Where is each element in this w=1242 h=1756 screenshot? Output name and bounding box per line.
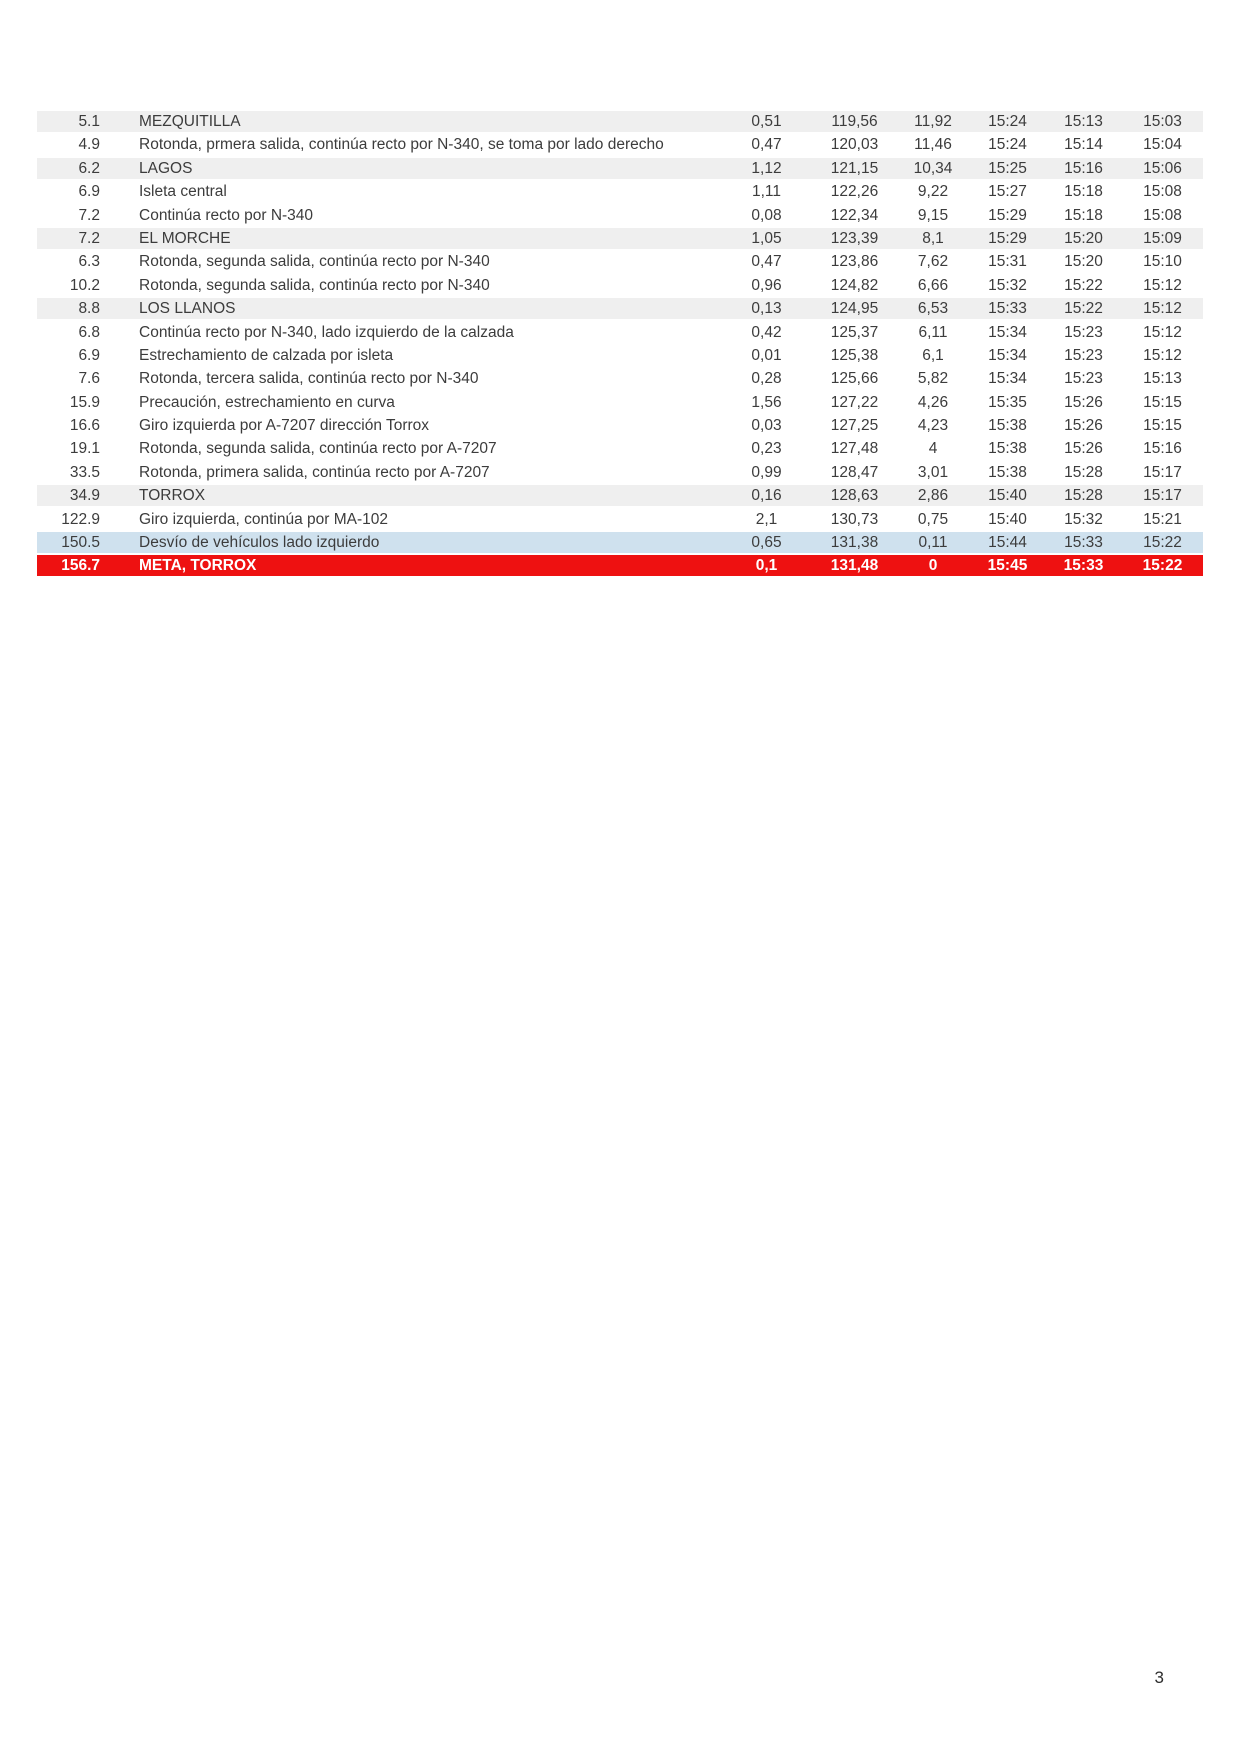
partial-distance-cell: 0,96 (751, 276, 782, 294)
time-schedule1-cell: 15:38 (988, 463, 1027, 481)
description-cell: TORROX (139, 487, 206, 505)
description-cell: Continúa recto por N-340, lado izquierdo de la calzada (139, 323, 514, 341)
remaining-distance-cell: 10,34 (913, 159, 953, 177)
remaining-distance-cell: 6,53 (917, 300, 949, 318)
total-distance-cell: 124,82 (830, 276, 879, 294)
description-cell: Estrechamiento de calzada por isleta (139, 346, 394, 364)
km-marker-cell: 6.9 (78, 346, 100, 364)
table-row (37, 275, 1203, 296)
partial-distance-cell: 0,16 (751, 487, 782, 505)
time-schedule2-cell: 15:22 (1064, 300, 1103, 318)
total-distance-cell: 127,22 (830, 393, 879, 411)
total-distance-cell: 128,63 (830, 487, 879, 505)
time-schedule2-cell: 15:33 (1063, 557, 1104, 575)
remaining-distance-cell: 0 (928, 557, 938, 575)
partial-distance-cell: 2,1 (755, 510, 778, 528)
km-marker-cell: 34.9 (69, 487, 100, 505)
partial-distance-cell: 1,05 (751, 229, 782, 247)
km-marker-cell: 8.8 (78, 300, 100, 318)
partial-distance-cell: 0,65 (751, 534, 782, 552)
partial-distance-cell: 0,23 (751, 440, 782, 458)
time-schedule2-cell: 15:16 (1064, 159, 1103, 177)
km-marker-cell: 4.9 (78, 136, 100, 154)
description-cell: LOS LLANOS (139, 300, 236, 318)
time-schedule3-cell: 15:08 (1143, 183, 1182, 201)
time-schedule1-cell: 15:31 (988, 253, 1027, 271)
time-schedule3-cell: 15:22 (1143, 534, 1182, 552)
time-schedule2-cell: 15:23 (1064, 346, 1103, 364)
km-marker-cell: 156.7 (61, 557, 100, 575)
remaining-distance-cell: 6,1 (922, 346, 944, 364)
total-distance-cell: 124,95 (830, 300, 879, 318)
total-distance-cell: 131,38 (830, 534, 879, 552)
time-schedule1-cell: 15:40 (988, 510, 1027, 528)
partial-distance-cell: 0,47 (751, 136, 782, 154)
page-number: 3 (1154, 1668, 1164, 1687)
partial-distance-cell: 0,1 (755, 557, 778, 575)
time-schedule3-cell: 15:13 (1143, 370, 1182, 388)
description-cell: LAGOS (139, 159, 193, 177)
total-distance-cell: 120,03 (830, 136, 879, 154)
description-cell: Rotonda, segunda salida, continúa recto por N-340 (139, 253, 490, 271)
time-schedule3-cell: 15:09 (1143, 229, 1182, 247)
description-cell: Rotonda, tercera salida, continúa recto por N-340 (139, 370, 479, 388)
time-schedule2-cell: 15:28 (1064, 463, 1103, 481)
remaining-distance-cell: 11,92 (914, 113, 952, 130)
km-marker-cell: 7.6 (78, 370, 100, 388)
time-schedule1-cell: 15:27 (988, 183, 1027, 201)
remaining-distance-cell: 4,26 (917, 393, 949, 411)
time-schedule1-cell: 15:38 (988, 417, 1027, 435)
table-row (37, 134, 1203, 155)
time-schedule1-cell: 15:34 (988, 346, 1027, 364)
total-distance-cell: 125,37 (830, 323, 879, 341)
total-distance-cell: 122,34 (830, 206, 879, 224)
km-marker-cell: 5.1 (78, 113, 100, 130)
time-schedule1-cell: 15:29 (988, 206, 1027, 224)
remaining-distance-cell: 5,82 (917, 370, 949, 388)
time-schedule1-cell: 15:40 (988, 487, 1027, 505)
km-marker-cell: 6.2 (78, 159, 100, 177)
km-marker-cell: 7.2 (78, 206, 100, 224)
time-schedule1-cell: 15:33 (988, 300, 1027, 318)
time-schedule2-cell: 15:18 (1064, 183, 1103, 201)
time-schedule3-cell: 15:08 (1143, 206, 1182, 224)
remaining-distance-cell: 11,46 (914, 136, 952, 154)
partial-distance-cell: 0,42 (751, 323, 782, 341)
total-distance-cell: 123,86 (830, 253, 879, 271)
partial-distance-cell: 0,01 (751, 346, 782, 364)
partial-distance-cell: 1,12 (751, 159, 782, 177)
description-cell: Continúa recto por N-340 (139, 206, 314, 224)
total-distance-cell: 123,39 (830, 229, 879, 247)
description-cell: Rotonda, prmera salida, continúa recto por N-340, se toma por lado derecho (139, 136, 664, 154)
table-row (37, 532, 1203, 553)
partial-distance-cell: 0,13 (751, 300, 782, 318)
km-marker-cell: 16.6 (69, 417, 100, 435)
partial-distance-cell: 1,11 (751, 183, 782, 201)
total-distance-cell: 125,66 (830, 370, 879, 388)
remaining-distance-cell: 4 (928, 440, 938, 458)
partial-distance-cell: 0,08 (751, 206, 782, 224)
time-schedule3-cell: 15:17 (1143, 487, 1182, 505)
partial-distance-cell: 0,99 (751, 463, 782, 481)
time-schedule2-cell: 15:20 (1064, 229, 1103, 247)
time-schedule2-cell: 15:33 (1064, 534, 1103, 552)
km-marker-cell: 6.9 (78, 183, 100, 201)
table-row (37, 251, 1203, 272)
km-marker-cell: 122.9 (61, 510, 100, 528)
partial-distance-cell: 0,28 (751, 370, 782, 388)
time-schedule3-cell: 15:12 (1143, 323, 1182, 341)
time-schedule1-cell: 15:34 (988, 370, 1027, 388)
km-marker-cell: 6.8 (78, 323, 100, 341)
time-schedule3-cell: 15:21 (1143, 510, 1182, 528)
total-distance-cell: 127,25 (830, 417, 879, 435)
table-row (37, 415, 1203, 436)
table-row (37, 322, 1203, 343)
total-distance-cell: 130,73 (830, 510, 879, 528)
remaining-distance-cell: 0,75 (917, 510, 949, 528)
remaining-distance-cell: 3,01 (917, 463, 949, 481)
time-schedule1-cell: 15:38 (988, 440, 1027, 458)
time-schedule3-cell: 15:12 (1143, 276, 1182, 294)
remaining-distance-cell: 8,1 (922, 229, 944, 247)
description-cell: Giro izquierda, continúa por MA-102 (139, 510, 388, 528)
description-cell: Rotonda, segunda salida, continúa recto por A-7207 (139, 440, 497, 458)
km-marker-cell: 6.3 (78, 253, 100, 271)
km-marker-cell: 33.5 (69, 463, 100, 481)
remaining-distance-cell: 4,23 (917, 417, 949, 435)
time-schedule2-cell: 15:14 (1064, 136, 1103, 154)
km-marker-cell: 7.2 (78, 229, 100, 247)
table-row (37, 228, 1203, 249)
table-row (37, 555, 1203, 576)
total-distance-cell: 131,48 (830, 557, 879, 575)
table-row (37, 181, 1203, 202)
time-schedule1-cell: 15:45 (987, 557, 1028, 575)
time-schedule3-cell: 15:03 (1143, 113, 1182, 130)
partial-distance-cell: 0,47 (751, 253, 782, 271)
time-schedule1-cell: 15:35 (988, 393, 1027, 411)
time-schedule2-cell: 15:18 (1064, 206, 1103, 224)
description-cell: Rotonda, segunda salida, continúa recto por N-340 (139, 276, 490, 294)
time-schedule1-cell: 15:29 (988, 229, 1027, 247)
table-row (37, 485, 1203, 506)
time-schedule1-cell: 15:32 (988, 276, 1027, 294)
remaining-distance-cell: 0,11 (918, 534, 948, 552)
total-distance-cell: 122,26 (830, 183, 879, 201)
time-schedule1-cell: 15:44 (988, 534, 1027, 552)
description-cell: Giro izquierda por A-7207 dirección Torrox (139, 417, 430, 435)
time-schedule2-cell: 15:26 (1064, 417, 1103, 435)
description-cell: Rotonda, primera salida, continúa recto por A-7207 (139, 463, 490, 481)
roadbook-table (37, 111, 1203, 579)
time-schedule2-cell: 15:22 (1064, 276, 1103, 294)
table-row (37, 438, 1203, 459)
time-schedule1-cell: 15:24 (988, 136, 1027, 154)
time-schedule1-cell: 15:25 (988, 159, 1027, 177)
time-schedule2-cell: 15:26 (1064, 393, 1103, 411)
partial-distance-cell: 1,56 (751, 393, 782, 411)
km-marker-cell: 15.9 (69, 393, 100, 411)
total-distance-cell: 121,15 (830, 159, 879, 177)
time-schedule2-cell: 15:23 (1064, 323, 1103, 341)
total-distance-cell: 125,38 (830, 346, 879, 364)
table-row (37, 509, 1203, 530)
time-schedule3-cell: 15:17 (1143, 463, 1182, 481)
time-schedule3-cell: 15:10 (1143, 253, 1182, 271)
table-row (37, 392, 1203, 413)
time-schedule3-cell: 15:15 (1143, 393, 1182, 411)
table-row (37, 345, 1203, 366)
km-marker-cell: 19.1 (69, 440, 100, 458)
time-schedule2-cell: 15:23 (1064, 370, 1103, 388)
description-cell: Desvío de vehículos lado izquierdo (139, 534, 380, 552)
time-schedule3-cell: 15:15 (1143, 417, 1182, 435)
time-schedule2-cell: 15:20 (1064, 253, 1103, 271)
remaining-distance-cell: 9,15 (917, 206, 949, 224)
description-cell: MEZQUITILLA (139, 113, 241, 130)
time-schedule3-cell: 15:16 (1143, 440, 1182, 458)
remaining-distance-cell: 2,86 (917, 487, 949, 505)
description-cell: EL MORCHE (139, 229, 231, 247)
remaining-distance-cell: 9,22 (917, 183, 949, 201)
table-row (37, 368, 1203, 389)
remaining-distance-cell: 6,66 (917, 276, 949, 294)
remaining-distance-cell: 6,11 (918, 323, 948, 341)
total-distance-cell: 127,48 (830, 440, 879, 458)
total-distance-cell: 119,56 (831, 113, 878, 130)
km-marker-cell: 150.5 (61, 534, 100, 552)
table-row (37, 111, 1203, 132)
km-marker-cell: 10.2 (69, 276, 100, 294)
time-schedule2-cell: 15:26 (1064, 440, 1103, 458)
table-row (37, 298, 1203, 319)
time-schedule1-cell: 15:24 (988, 113, 1027, 130)
partial-distance-cell: 0,03 (751, 417, 782, 435)
description-cell: META, TORROX (139, 557, 257, 575)
time-schedule3-cell: 15:22 (1142, 557, 1183, 575)
description-cell: Isleta central (139, 183, 227, 201)
time-schedule3-cell: 15:06 (1143, 159, 1182, 177)
time-schedule2-cell: 15:28 (1064, 487, 1103, 505)
table-row (37, 158, 1203, 179)
time-schedule3-cell: 15:12 (1143, 300, 1182, 318)
time-schedule3-cell: 15:04 (1143, 136, 1182, 154)
table-row (37, 462, 1203, 483)
partial-distance-cell: 0,51 (751, 113, 782, 130)
description-cell: Precaución, estrechamiento en curva (139, 393, 395, 411)
time-schedule2-cell: 15:32 (1064, 510, 1103, 528)
time-schedule1-cell: 15:34 (988, 323, 1027, 341)
table-row (37, 205, 1203, 226)
remaining-distance-cell: 7,62 (917, 253, 949, 271)
total-distance-cell: 128,47 (830, 463, 879, 481)
time-schedule3-cell: 15:12 (1143, 346, 1182, 364)
time-schedule2-cell: 15:13 (1064, 113, 1103, 130)
